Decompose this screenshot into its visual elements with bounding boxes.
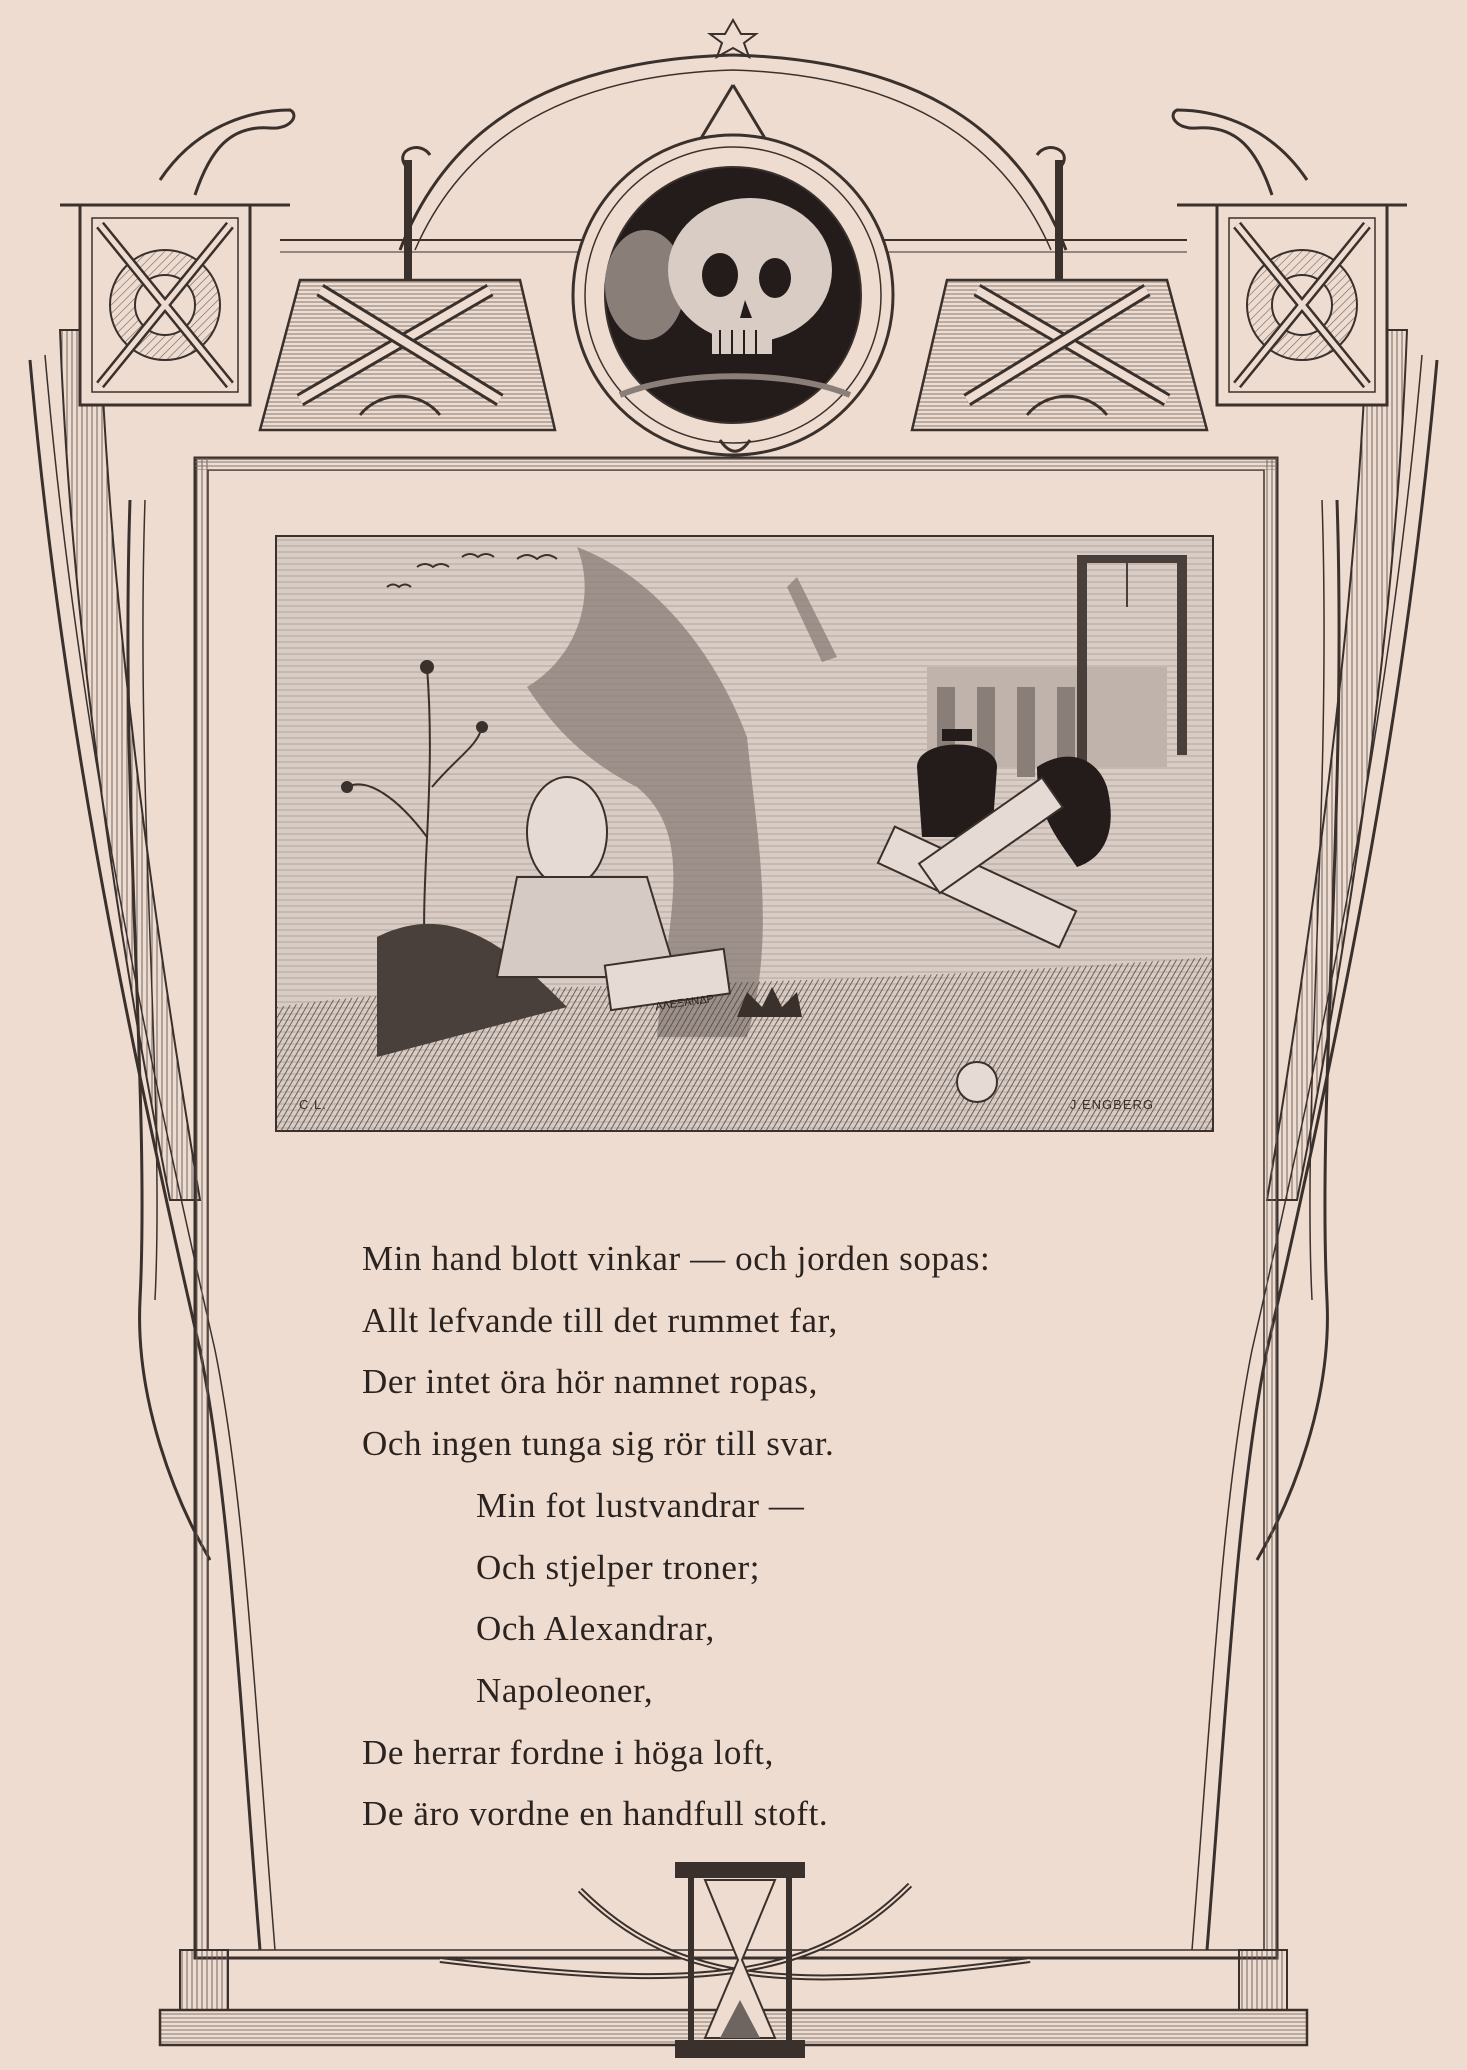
poem-line: De äro vordne en handfull stoft. bbox=[362, 1794, 829, 1834]
poem-line: Der intet öra hör namnet ropas, bbox=[362, 1362, 818, 1402]
right-side-panel bbox=[1192, 330, 1437, 1950]
poem-line: Napoleoner, bbox=[476, 1670, 654, 1710]
bust-inscription: ΑΛΕΞΑΝΔΡ bbox=[654, 992, 715, 1014]
engraved-illustration bbox=[275, 535, 1214, 1132]
poem-text bbox=[362, 1228, 1222, 1845]
engraver-signature-right: J.ENGBERG bbox=[1069, 1097, 1154, 1112]
artist-signature-left: C.L. bbox=[299, 1097, 327, 1112]
poem-line: De herrar fordne i höga loft, bbox=[362, 1732, 774, 1772]
poem-line: Allt lefvande till det rummet far, bbox=[362, 1300, 838, 1340]
skull-medallion bbox=[573, 85, 893, 455]
corner-ornament-right bbox=[1173, 110, 1407, 405]
poem-line: Min fot lustvandrar — bbox=[476, 1485, 805, 1525]
poem-line: Och ingen tunga sig rör till svar. bbox=[362, 1424, 835, 1464]
ground-skull bbox=[957, 1062, 997, 1102]
poem-line: Och stjelper troner; bbox=[476, 1547, 761, 1587]
poem-line: Och Alexandrar, bbox=[476, 1609, 715, 1649]
crossed-cannons-left bbox=[260, 148, 555, 430]
crossed-cannons-right bbox=[912, 148, 1207, 430]
poem-line: Min hand blott vinkar — och jorden sopas: bbox=[362, 1239, 991, 1278]
corner-ornament-left bbox=[60, 110, 294, 405]
left-side-panel bbox=[30, 330, 275, 1950]
ruins-scene bbox=[277, 537, 1212, 1130]
